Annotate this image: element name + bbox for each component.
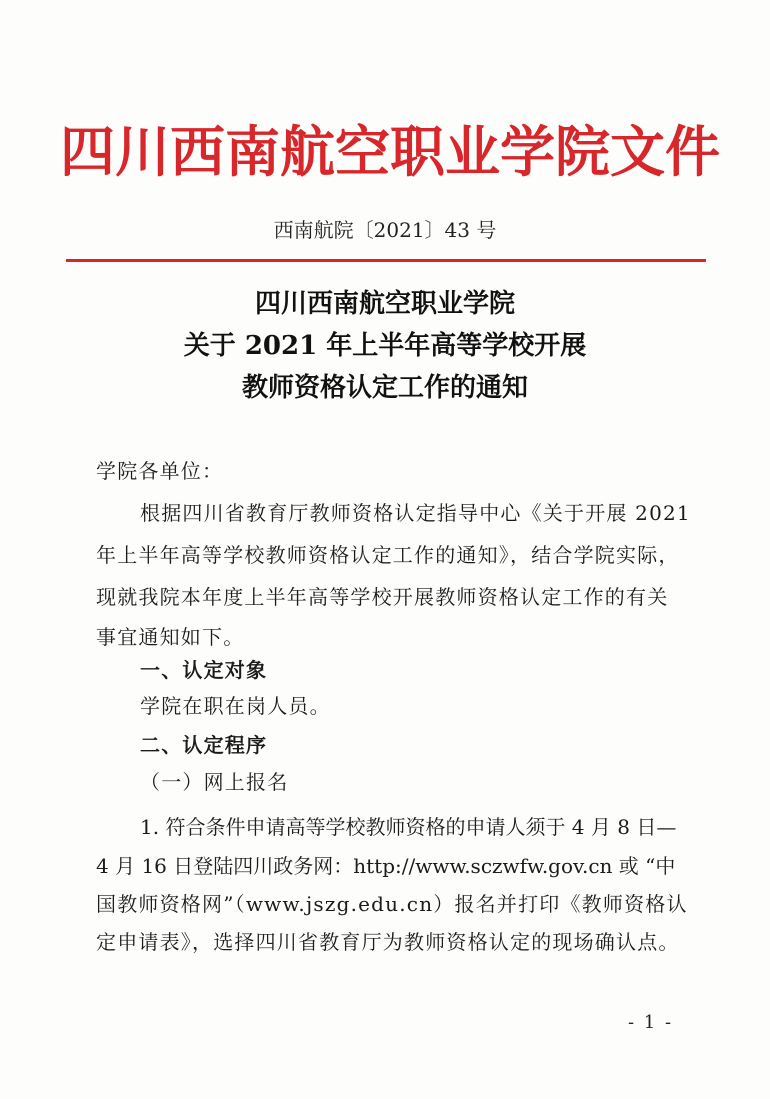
paragraph-1-line-1: 根据四川省教育厅教师资格认定指导中心《关于开展 2021 <box>140 501 691 525</box>
notice-title-line-2: 关于 2021 年上半年高等学校开展 <box>183 331 587 361</box>
section-1-heading: 一、认定对象 <box>140 658 268 682</box>
paragraph-1-line-3: 现就我院本年度上半年高等学校开展教师资格认定工作的有关 <box>96 585 669 609</box>
section-1-text: 学院在职在岗人员。 <box>140 694 331 718</box>
notice-title-line-1: 四川西南航空职业学院 <box>254 289 515 319</box>
red-divider-rule <box>66 259 706 262</box>
notice-title-line-3: 教师资格认定工作的通知 <box>241 373 528 403</box>
subsection-1-heading: （一）网上报名 <box>140 770 289 794</box>
item-1-line-4: 定申请表》，选择四川省教育厅为教师资格认定的现场确认点。 <box>96 930 680 954</box>
item-1-line-3: 国教师资格网”（www.jszg.edu.cn）报名并打印《教师资格认 <box>96 892 688 916</box>
paragraph-1-line-2: 年上半年高等学校教师资格认定工作的通知》，结合学院实际， <box>96 543 680 567</box>
paragraph-1-line-4: 事宜通知如下。 <box>96 625 245 649</box>
document-number: 西南航院〔2021〕43 号 <box>273 218 497 242</box>
item-1-line-2: 4 月 16 日登陆四川政务网：http://www.sczwfw.gov.cn 或 “中 <box>96 854 676 878</box>
document-masthead: 四川西南航空职业学院文件 <box>60 119 721 184</box>
section-2-heading: 二、认定程序 <box>140 733 268 757</box>
item-1-line-1: 1. 符合条件申请高等学校教师资格的申请人须于 4 月 8 日— <box>140 815 677 839</box>
page-number: - 1 - <box>628 1012 674 1033</box>
salutation: 学院各单位： <box>96 459 224 483</box>
